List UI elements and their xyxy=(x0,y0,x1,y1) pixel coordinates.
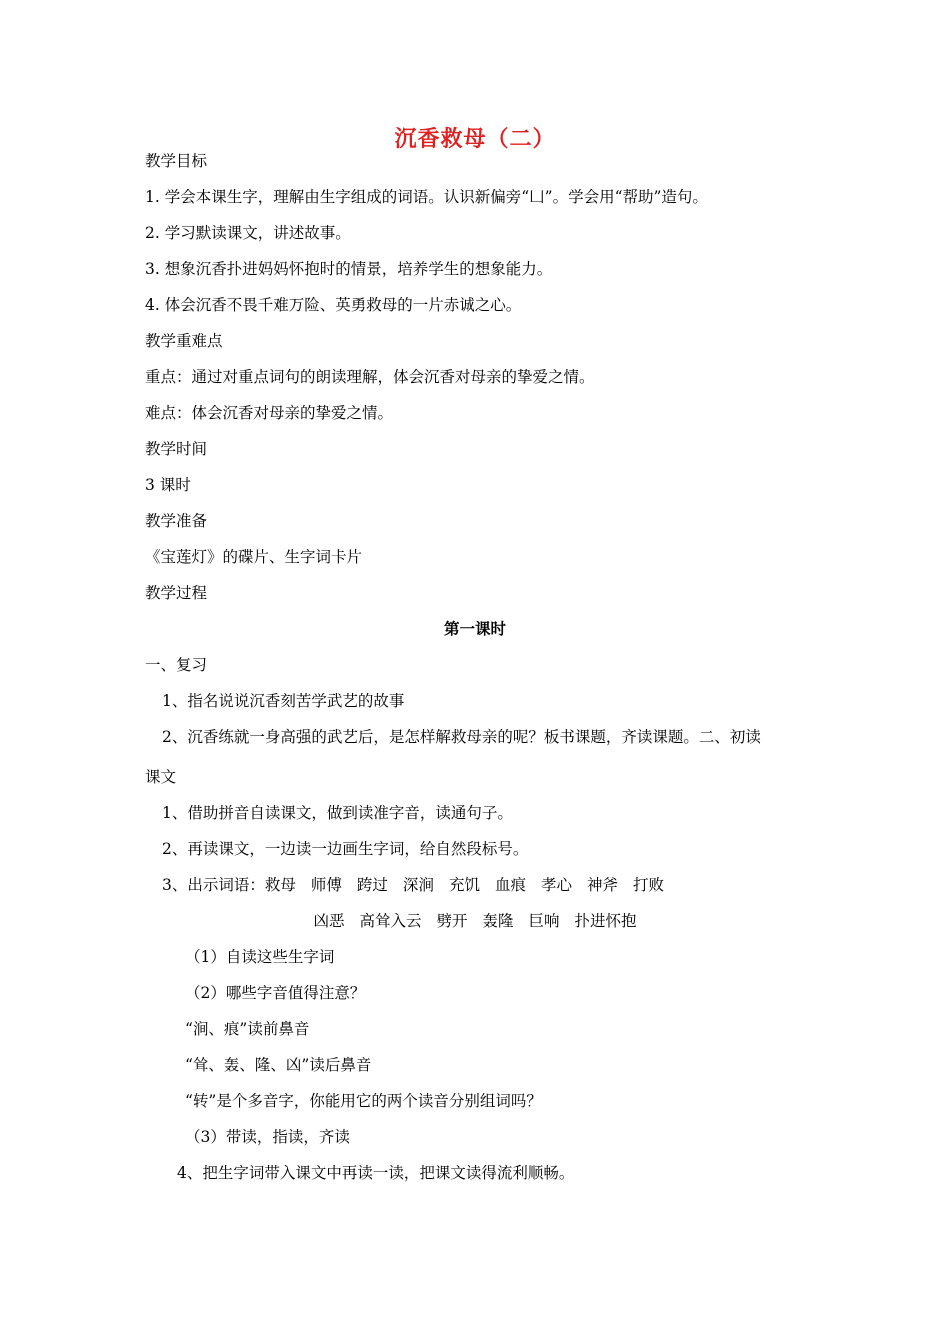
vocab-label: 3、出示词语： xyxy=(162,876,265,894)
vocab-word: 扑进怀抱 xyxy=(574,912,637,930)
review-item-1: 1、指名说说沉香刻苦学武艺的故事 xyxy=(162,692,405,710)
lesson-title: 第一课时 xyxy=(443,619,506,638)
pronunciation-note-2: “耸、轰、隆、凶”读后鼻音 xyxy=(185,1056,372,1074)
key-point-focus: 重点：通过对重点词句的朗读理解，体会沉香对母亲的挚爱之情。 xyxy=(145,368,595,386)
reading-item-4: 4、把生字词带入课文中再读一读，把课文读得流利顺畅。 xyxy=(177,1164,575,1182)
review-heading: 一、复习 xyxy=(145,656,208,674)
sub-item-1: （1）自读这些生字词 xyxy=(185,948,335,966)
vocab-word: 神斧 xyxy=(586,876,618,894)
process-heading: 教学过程 xyxy=(145,584,208,602)
vocab-word: 凶恶 xyxy=(313,912,345,930)
prep-heading: 教学准备 xyxy=(145,512,208,530)
goals-heading: 教学目标 xyxy=(145,152,208,170)
review-item-2-continued: 课文 xyxy=(145,768,177,786)
vocab-word: 深涧 xyxy=(402,876,434,894)
prep-value: 《宝莲灯》的碟片、生字词卡片 xyxy=(145,548,363,566)
key-point-difficulty: 难点：体会沉香对母亲的挚爱之情。 xyxy=(145,404,394,422)
goal-item-2: 2. 学习默读课文，讲述故事。 xyxy=(145,224,351,242)
reading-item-1: 1、借助拼音自读课文，做到读准字音，读通句子。 xyxy=(162,804,513,822)
document-title: 沉香救母（二） xyxy=(394,126,556,152)
vocab-word: 打败 xyxy=(633,876,665,894)
vocab-word: 高耸入云 xyxy=(359,912,422,930)
reading-item-2: 2、再读课文，一边读一边画生字词，给自然段标号。 xyxy=(162,840,529,858)
vocab-word: 劈开 xyxy=(436,912,468,930)
vocab-word: 跨过 xyxy=(356,876,388,894)
sub-item-2: （2）哪些字音值得注意？ xyxy=(185,984,366,1002)
sub-item-3: （3）带读，指读，齐读 xyxy=(185,1128,350,1146)
time-heading: 教学时间 xyxy=(145,440,208,458)
key-points-heading: 教学重难点 xyxy=(145,332,223,350)
pronunciation-note-3: “转”是个多音字，你能用它的两个读音分别组词吗？ xyxy=(185,1092,542,1110)
time-value: 3 课时 xyxy=(145,476,191,494)
vocab-row-2 xyxy=(0,911,950,931)
vocab-word: 轰隆 xyxy=(482,912,514,930)
goal-item-4: 4. 体会沉香不畏千难万险、英勇救母的一片赤诚之心。 xyxy=(145,296,522,314)
pronunciation-note-1: “涧、痕”读前鼻音 xyxy=(185,1020,310,1038)
review-item-2: 2、沉香练就一身高强的武艺后，是怎样解救母亲的呢？板书课题，齐读课题。二、初读 xyxy=(162,728,761,746)
goal-item-1: 1. 学会本课生字，理解由生字组成的词语。认识新偏旁“凵”。学会用“帮助”造句。 xyxy=(145,188,708,206)
vocab-row-1 xyxy=(162,875,664,895)
vocab-word: 充饥 xyxy=(448,876,480,894)
vocab-word: 血痕 xyxy=(494,876,526,894)
vocab-word: 巨响 xyxy=(528,912,560,930)
vocab-word: 孝心 xyxy=(540,876,572,894)
vocab-word: 师傅 xyxy=(310,876,342,894)
vocab-word: 救母 xyxy=(264,876,296,894)
goal-item-3: 3. 想象沉香扑进妈妈怀抱时的情景，培养学生的想象能力。 xyxy=(145,260,553,278)
